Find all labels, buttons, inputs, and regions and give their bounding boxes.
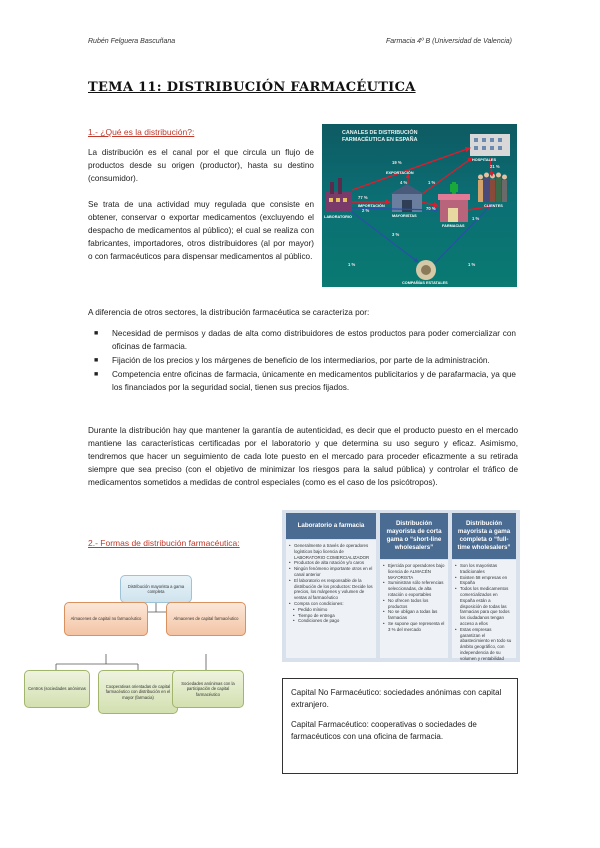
table-cell-item: • No ofrecen todos los productos [383, 598, 445, 610]
org-node-pharma-capital: Almacenes de capital farmacéutico [166, 602, 246, 636]
pct-19: 19 % [392, 160, 402, 165]
page-title: TEMA 11: DISTRIBUCIÓN FARMACÉUTICA [88, 80, 416, 95]
label-clientes: CLIENTES [484, 204, 503, 208]
label-companias-estatales: COMPAÑÍAS ESTATALES [402, 281, 448, 285]
table-cell-item: • Productos de alta rotación y/o caros [289, 560, 373, 566]
org-node-non-pharma-capital: Almacenes de capital no farmacéutico [64, 602, 148, 636]
table-cell-item: • No se obligan a todas las farmacias [383, 609, 445, 621]
pct-4: 4 % [400, 180, 408, 185]
section-1-heading: 1.- ¿Qué es la distribución?: [88, 127, 195, 137]
table-cell-item: • Ningún fenómeno importante otros en el canal anterior [289, 566, 373, 578]
square-bullet-icon: ■ [94, 371, 99, 378]
hospital-icon [470, 134, 510, 156]
label-farmacias: FARMACIAS [442, 224, 465, 228]
list-item [88, 368, 516, 394]
pct-1d: 1 % [472, 216, 480, 221]
org-node-leaf-1: Centros (sociedades anónimas [24, 670, 90, 708]
square-bullet-icon: ■ [94, 330, 99, 337]
table-column-2 [380, 560, 448, 658]
list-item [88, 354, 516, 367]
table-cell-subitem: • Pedido mínimo [289, 607, 373, 613]
pct-77: 77 % [358, 195, 368, 200]
section-1-paragraph-2: Se trata de una actividad muy regulada que consiste en obtener, conservar o exportar medicamentos (excluyendo el despacho de medicamentos al público); el cual se realiza con fabricantes, importadores, otros distribuidores (al por mayor) o con farmacéuticos para dispensar medicamentos al público. [88, 200, 314, 261]
pct-1c: 1 % [468, 262, 476, 267]
list-item-text: Necesidad de permisos y dadas de alta como distribuidores de estos productos para poder comercializar con oficinas de farmacia. [112, 329, 516, 351]
diagram-title: CANALES DE DISTRIBUCIÓN FARMACÉUTICA EN ESPAÑA [342, 130, 418, 143]
table-column-3 [452, 560, 516, 661]
clients-icon [478, 173, 507, 203]
table-cell-subitem: • Tiempo de entrega [289, 613, 373, 619]
header-author: Rubén Felguera Bascuñana [88, 38, 176, 45]
pct-2: 2 % [362, 208, 370, 213]
state-companies-icon [416, 260, 436, 280]
label-mayoristas: MAYORISTAS [392, 214, 417, 218]
section-2-heading: 2.- Formas de distribución farmacéutica: [88, 538, 240, 548]
pct-21: 21 % [490, 164, 500, 169]
label-importacion: IMPORTACIÓN [358, 204, 385, 208]
square-bullet-icon: ■ [94, 357, 99, 364]
label-laboratorio: LABORATORIO [324, 215, 352, 219]
pharmacy-icon [438, 182, 470, 222]
org-node-leaf-3: Sociedades anónimas con la participación de capital farmacéutico [172, 670, 244, 708]
header-course: Farmacia 4º B (Universidad de Valencia) [385, 38, 512, 45]
label-exportacion: EXPORTACIÓN [386, 171, 414, 175]
table-cell-item: • Se supone que representa el 3 % del mercado [383, 621, 445, 633]
warehouse-icon [390, 184, 424, 212]
section-1-paragraph-3: A diferencia de otros sectores, la distribución farmacéutica se caracteriza por: [88, 308, 370, 317]
pct-1b: 1 % [348, 262, 356, 267]
pct-3: 3 % [392, 232, 400, 237]
list-item-text: Competencia entre oficinas de farmacia, únicamente en medicamentos publicitarios y de parafarmacia, ya que los financiados por la seguridad social, tienen sus precios fijados. [112, 370, 516, 392]
org-node-root: Distribución mayorista a gama completa [120, 575, 192, 603]
label-hospitales: HOSPITALES [472, 158, 496, 162]
org-node-leaf-2: Cooperativas orientadas de capital farmacéutico con distribución en el mayor (farmacia) [98, 670, 178, 714]
table-cell-subitem: • Condiciones de pago [289, 618, 373, 624]
table-header-1: Laboratorio a farmacia [286, 513, 376, 539]
section-1-paragraph-4: Durante la distribución hay que mantener la garantía de autenticidad, es decir que el producto puesto en el mercado mantiene las características certificadas por el laboratorio y que determina su uso seguro y eficaz. Asimismo, tendremos que hacer un seguimiento de cada lote puesto en el mercado para proceder eficazmente a su retirada siempre que sea preciso (con el objetivo de minimizar los riesgos para la salud pública) y controlar el tráfico de medicamentos sometidos a medidas de control especiales (como es el caso de los psicótropos). [88, 426, 518, 487]
table-header-2: Distribución mayorista de corta gama o “short-line wholesalers” [380, 513, 448, 559]
pct-1a: 1 % [428, 180, 436, 185]
table-cell-item: • El laboratorio es responsable de la distribución de los productos: Decide los precios, los márgenes y volumen de ventas al farmacéutico [289, 578, 373, 601]
capital-pharma-text: Capital Farmacéutico: cooperativas o sociedades de farmacéuticos con una oficina de farmacia. [291, 720, 477, 741]
list-item-text: Fijación de los precios y los márgenes de beneficio de los intermediarios, por parte de la administración. [112, 356, 490, 365]
table-column-1 [286, 540, 376, 658]
pct-70: 70 % [426, 206, 436, 211]
table-cell-item: • Son los mayoristas tradicionales [455, 563, 513, 575]
table-cell-item: • Todos los medicamentos comercializados en España están a disposición de todas las farmacias para que todos los ciudadanos tengan acceso a ellos [455, 586, 513, 627]
capital-definitions-box [282, 678, 518, 774]
section-1-paragraph-1: La distribución es el canal por el que circula un flujo de productos desde su origen (productor), hasta su destino (consumidor). [88, 148, 314, 183]
list-item [88, 327, 516, 353]
table-cell-item: • Ejercida por operadores bajo licencia de ALMACÉN MAYORISTA [383, 563, 445, 580]
distribution-channels-diagram [322, 124, 517, 287]
table-cell-item: • Existen 58 empresas en España [455, 575, 513, 587]
factory-icon [326, 178, 352, 212]
capital-non-pharma-text: Capital No Farmacéutico: sociedades anónimas con capital extranjero. [291, 688, 502, 709]
characteristics-list [88, 327, 516, 395]
table-cell-item: • Compra con condiciones: [289, 601, 373, 607]
table-cell-item: • Estas empresas garantizan el abastecimiento en todo su ámbito geográfico, con independencia de su volumen y rentabilidad [455, 627, 513, 662]
table-cell-item: • Suministran sólo referencias seleccionadas, de alta rotación o exportables [383, 580, 445, 597]
table-header-3: Distribución mayorista a gama completa o “full-time wholesalers” [452, 513, 516, 559]
table-cell-item: • Generalmente a través de operadores logísticos bajo licencia de LABORATORIO COMERCIALIZADOR [289, 543, 373, 560]
